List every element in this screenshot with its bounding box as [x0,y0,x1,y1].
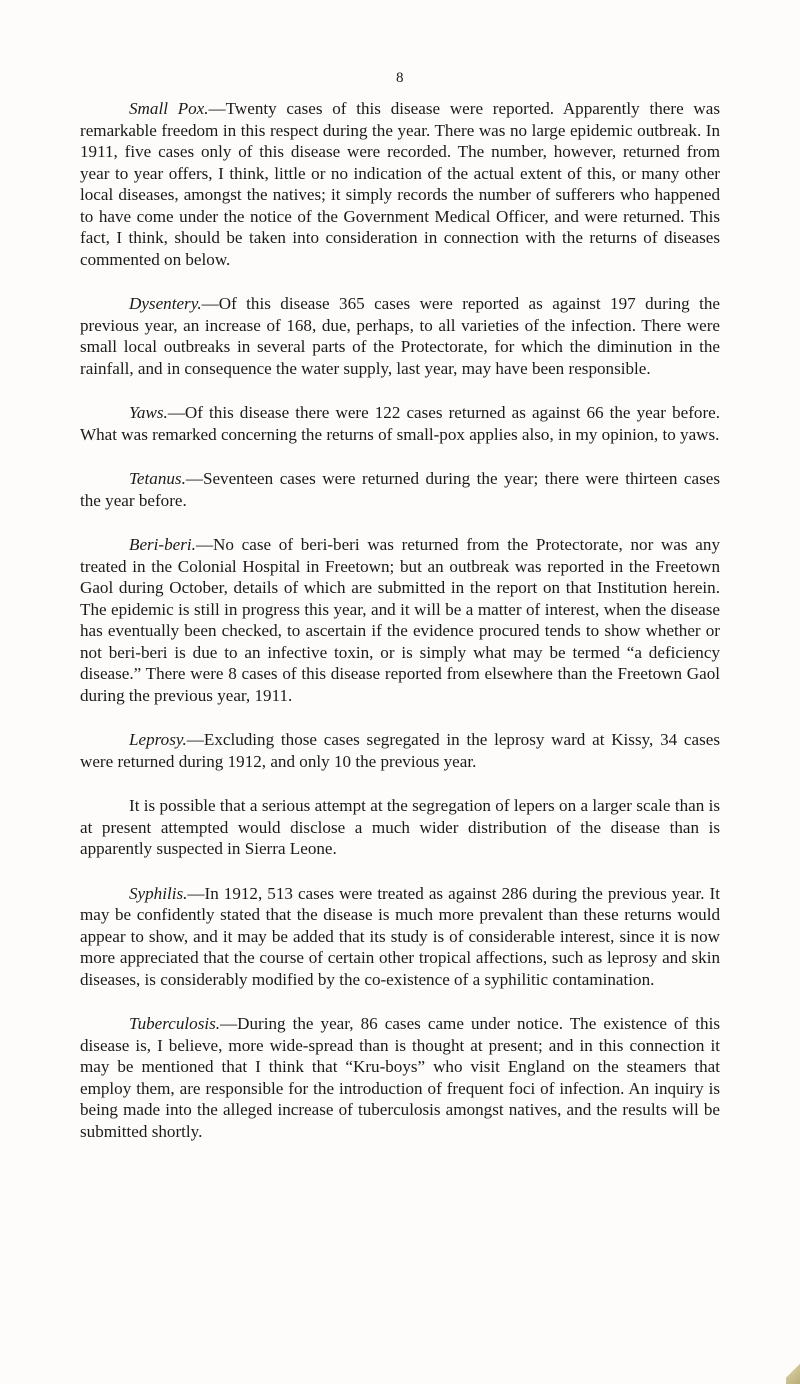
paragraph-leprosy [80,729,720,772]
paragraph-text: —No case of beri-beri was returned from the Protectorate, nor was any treated in the Colonial Hospital in Freetown; but an outbreak was reported in the Freetown Gaol during October, details of which are submitted in the report on that Institution herein. The epidemic is still in progress this year, and it will be a matter of interest, when the disease has eventually been checked, to ascertain if the evidence procured tends to show whether or not beri-beri is due to an infective toxin, or is simply what may be termed “a deficiency disease.” There were 8 cases of this disease reported from elsewhere than the Freetown Gaol during the previous year, 1911. [80,535,720,705]
section-heading-small-pox: Small Pox. [129,99,209,118]
paragraph-tetanus [80,468,720,511]
paragraph-syphilis [80,883,720,991]
section-heading-beri-beri: Beri-beri. [129,535,196,554]
paragraph-dysentery [80,293,720,379]
section-heading-tuberculosis: Tuberculosis. [129,1014,221,1033]
paragraph-text: —Twenty cases of this disease were reported. Apparently there was remarkable freedom in this respect during the year. There was no large epidemic outbreak. In 1911, five cases only of this disease were recorded. The number, however, returned from year to year offers, I think, little or no indication of the actual extent of this, or many other local diseases, amongst the natives; it simply records the number of sufferers who happened to have come under the notice of the Government Medical Officer, and were returned. This fact, I think, should be taken into consideration in connection with the returns of diseases commented on below. [80,99,720,269]
paragraph-leprosy-continued [80,795,720,860]
paragraph-text: —During the year, 86 cases came under notice. The existence of this disease is, I believe, more wide-spread than is thought at present; and in this connection it may be mentioned that I think that “Kru-boys” who visit England on the steamers that employ them, are responsible for the introduction of frequent foci of infection. An inquiry is being made into the alleged increase of tuberculosis amongst natives, and the results will be submitted shortly. [80,1014,720,1141]
paragraph-beri-beri [80,534,720,706]
paragraph-text: —Of this disease there were 122 cases returned as against 66 the year before. What was remarked concerning the returns of small-pox applies also, in my opinion, to yaws. [80,403,720,444]
paragraph-yaws [80,402,720,445]
paragraph-text: —In 1912, 513 cases were treated as against 286 during the previous year. It may be confidently stated that the disease is much more prevalent than these returns would appear to show, and it may be added that its study is of considerable interest, since it is now more appreciated that the course of certain other tropical affections, such as leprosy and skin diseases, is considerably modified by the co-existence of a syphilitic contamination. [80,883,720,989]
page-number: 8 [396,70,404,86]
paragraph-text: —Excluding those cases segregated in the leprosy ward at Kissy, 34 cases were returned during 1912, and only 10 the previous year. [80,730,720,771]
document-body [80,98,720,1165]
section-heading-tetanus: Tetanus. [129,469,186,488]
paragraph-tuberculosis [80,1013,720,1142]
section-heading-syphilis: Syphilis. [129,883,188,903]
page-corner-mark [786,1364,800,1384]
paragraph-text: It is possible that a serious attempt at the segregation of lepers on a larger scale than is at present attempted would disclose a much wider distribution of the disease than is apparently suspected in Sierra Leone. [80,796,720,858]
paragraph-text: —Seventeen cases were returned during the year; there were thirteen cases the year before. [80,469,720,510]
section-heading-leprosy: Leprosy. [129,730,187,749]
paragraph-text: —Of this disease 365 cases were reported as against 197 during the previous year, an increase of 168, due, perhaps, to all varieties of the infection. There were small local outbreaks in several parts of the Protectorate, for which the diminution in the rainfall, and in consequence the water supply, last year, may have been responsible. [80,294,720,378]
section-heading-yaws: Yaws. [129,403,168,422]
paragraph-small-pox [80,98,720,270]
section-heading-dysentery: Dysentery. [129,294,202,313]
